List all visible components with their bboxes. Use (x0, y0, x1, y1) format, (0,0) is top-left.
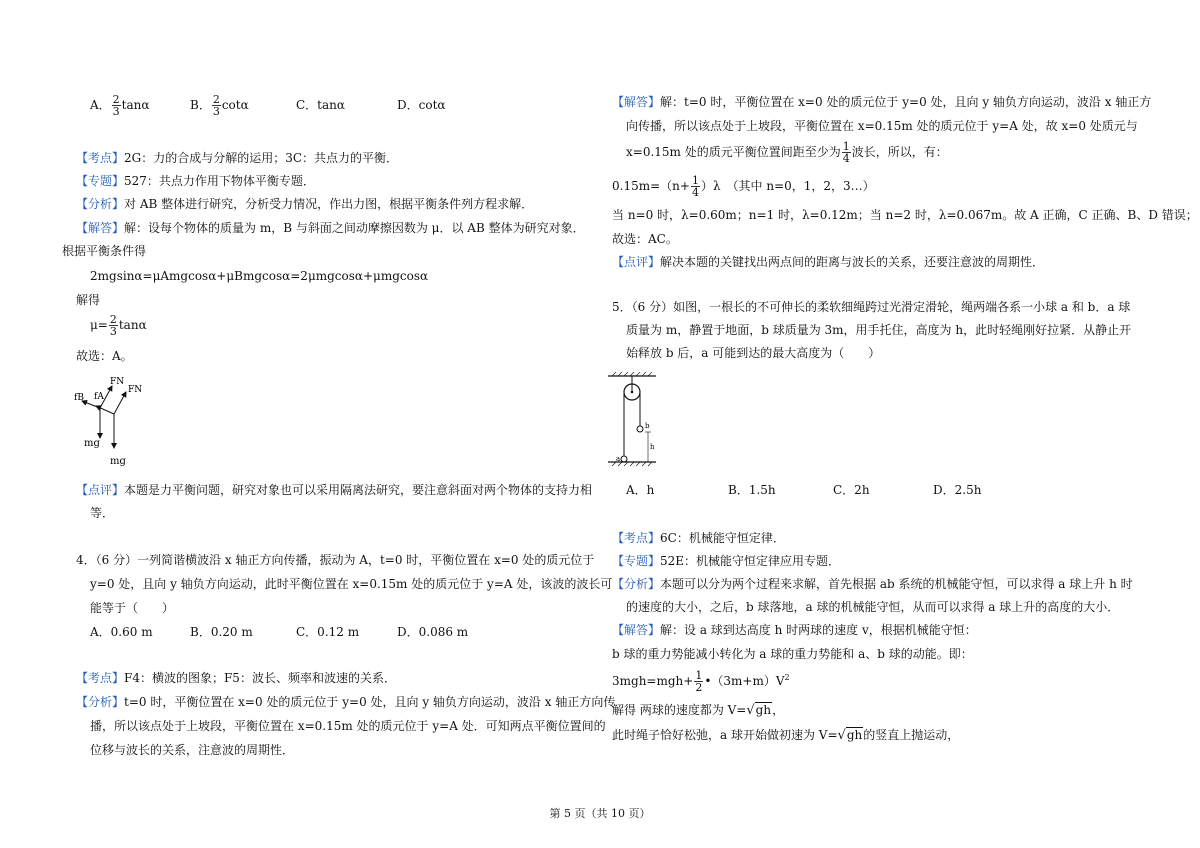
sqrt-gh: gh (755, 703, 772, 717)
energy-line: b 球的重力势能减小转化为 a 球的重力势能和 a、b 球的动能。即： (612, 647, 973, 661)
fraction: $\frac{2}{3}$ (112, 93, 120, 118)
jieda2-line: 【解答】解：设 a 球到达高度 h 时两球的速度 v，根据机械能守恒： (612, 623, 977, 637)
label-fB: fB (74, 393, 84, 403)
jieda-line-2: 向传播，所以该点处于上坡段，平衡位置在 x=0.15m 处的质元位于 y=A 处，故 x=0 处质元与 (626, 119, 1138, 133)
dianping-tag: 【点评】 (76, 483, 125, 497)
q5-stem-2: 质量为 m，静置于地面，b 球质量为 3m，用手托住，高度为 h，此时轻绳刚好拉紧．从静止开 (626, 323, 1132, 337)
dianping-line: 【点评】解决本题的关键找出两点间的距离与波长的关系，还要注意波的周期性． (612, 255, 1045, 269)
q3-option-b: B． $\frac{2}{3}$ cotα (190, 93, 249, 118)
kaodian-tag: 【考点】 (612, 531, 661, 545)
fraction: $\frac{1}{4}$ (842, 140, 850, 165)
velocity-result: 解得 两球的速度都为 V=√gh， (612, 703, 785, 718)
fenxi-line-2: 的速度的大小，之后，b 球落地，a 球的机械能守恒，从而可以求得 a 球上升的高度的大小． (626, 600, 1120, 614)
zhuanti-tag: 【专题】 (76, 174, 125, 188)
q4-fenxi-line-3: 位移与波长的关系，注意波的周期性． (90, 743, 295, 757)
q4-stem-1: 4．（6 分）一列简谐横波沿 x 轴正方向传播，振动为 A，t=0 时，平衡位置在 x=0 处的质元位于 (76, 553, 595, 567)
force-diagram (72, 372, 162, 470)
q5-stem-1: 5．（6 分）如图，一根长的不可伸长的柔软细绳跨过光滑定滑轮，绳两端各系一小球 a 和 b．a 球 (612, 300, 1131, 314)
q5-option-d: D．2.5h (933, 483, 982, 497)
zhuanti-tag: 【专题】 (612, 554, 661, 568)
q5-option-c: C．2h (833, 483, 870, 497)
fraction: $\frac{1}{4}$ (691, 174, 699, 199)
cases-line: 当 n=0 时，λ=0.60m；n=1 时，λ=0.12m；当 n=2 时，λ=0.067m。故 A 正确，C 正确、B、D 错误； (612, 208, 1198, 222)
q5-option-a: A．h (626, 483, 655, 497)
q3-option-d: D．cotα (397, 98, 446, 112)
dianping-line-2: 等． (90, 506, 115, 520)
kaodian-tag: 【考点】 (76, 671, 125, 685)
q4-option-a: A．0.60 m (90, 625, 153, 639)
ball-b (637, 426, 643, 432)
q4-stem-3: 能等于（ ） (90, 601, 175, 615)
page-footer: 第 5 页（共 10 页） (549, 807, 651, 820)
last-line: 此时绳子恰好松弛，a 球开始做初速为 V=√gh的竖直上抛运动， (612, 728, 960, 743)
dianping-line: 【点评】本题是力平衡问题，研究对象也可以采用隔离法研究，要注意斜面对两个物体的支持力相 (76, 483, 593, 497)
label-FN1: FN (110, 377, 125, 387)
jieda-line-3: x=0.15m 处的质元平衡位置间距至少为 $\frac{1}{4}$ 波长，所以，有： (626, 140, 948, 165)
q4-stem-2: y=0 处，且向 y 轴负方向运动，此时平衡位置在 x=0.15m 处的质元位于 y=A 处，该波的波长可 (90, 577, 613, 591)
label-mg1: mg (84, 438, 100, 449)
label-FN2: FN (128, 385, 143, 395)
jieda-tag: 【解答】 (612, 623, 661, 637)
choice-line: 故选：AC。 (612, 232, 678, 246)
jiede-label: 解得 (76, 293, 101, 307)
label-mg2: mg (110, 456, 126, 467)
q4-fenxi-line-2: 播，所以该点处于上坡段，平衡位置在 x=0.15m 处的质元位于 y=A 处．可知两点平衡位置间的 (90, 719, 606, 733)
kaodian-line: 【考点】2G：力的合成与分解的运用；3C：共点力的平衡． (76, 151, 399, 165)
energy-equation: 3mgh=mgh+ $\frac{1}{2}$ $•(3m+m)V^2$ (612, 669, 790, 694)
q4-fenxi-line: 【分析】t=0 时，平衡位置在 x=0 处的质元位于 y=0 处，且向 y 轴负方向运动，波沿 x 轴正方向传 (76, 695, 616, 709)
wavelength-equation: 0.15m=（n+ $\frac{1}{4}$ ）λ （其中 n=0，1，2，3…） (612, 174, 875, 199)
kaodian-tag: 【考点】 (76, 151, 125, 165)
sqrt-gh: gh (846, 728, 863, 742)
jieda-tag: 【解答】 (612, 95, 661, 109)
q5-option-b: B．1.5h (728, 483, 776, 497)
fenxi-line: 【分析】本题可以分为两个过程来求解，首先根据 ab 系统的机械能守恒，可以求得 a 球上升 h 时 (612, 577, 1133, 591)
mu-result: μ= $\frac{2}{3}$ tanα (90, 313, 147, 338)
jieda-line: 【解答】解：设每个物体的质量为 m，B 与斜面之间动摩擦因数为 μ．以 AB 整体为研究对象． (76, 221, 585, 235)
q4-kaodian-line: 【考点】F4：横波的图象；F5：波长、频率和波速的关系． (76, 671, 396, 685)
choice-line: 故选：A。 (76, 349, 133, 363)
dianping-tag: 【点评】 (612, 255, 661, 269)
label-h: h (650, 443, 655, 451)
fenxi-tag: 【分析】 (76, 695, 125, 709)
fraction: $\frac{1}{2}$ (695, 669, 703, 694)
jieda-tag: 【解答】 (76, 221, 125, 235)
equilibrium-equation: 2mgsinα=μAmgcosα+μBmgcosα=2μmgcosα+μmgcosα (90, 269, 429, 283)
ball-a (621, 456, 627, 462)
q5-stem-3: 始释放 b 后，a 可能到达的最大高度为（ ） (626, 346, 881, 360)
label-a: a (616, 455, 621, 463)
fenxi-tag: 【分析】 (76, 197, 125, 211)
zhuanti-line: 【专题】52E：机械能守恒定律应用专题． (612, 554, 841, 568)
q4-option-c: C．0.12 m (296, 625, 360, 639)
q4-option-b: B．0.20 m (190, 625, 253, 639)
q4-option-d: D．0.086 m (397, 625, 469, 639)
kaodian-line: 【考点】6C：机械能守恒定律． (612, 531, 785, 545)
zhuanti-line: 【专题】527：共点力作用下物体平衡专题． (76, 174, 315, 188)
fenxi-tag: 【分析】 (612, 577, 661, 591)
jieda-line: 【解答】解：t=0 时，平衡位置在 x=0 处的质元位于 y=0 处，且向 y 轴负方向运动，波沿 x 轴正方 (612, 95, 1152, 109)
label-b: b (645, 422, 650, 430)
label-fA: fA (94, 392, 104, 402)
fraction: $\frac{2}{3}$ (109, 313, 117, 338)
jieda-line-2: 根据平衡条件得 (62, 244, 147, 258)
fraction: $\frac{2}{3}$ (212, 93, 220, 118)
fenxi-line: 【分析】对 AB 整体进行研究，分析受力情况，作出力图，根据平衡条件列方程求解． (76, 197, 534, 211)
q3-option-a: A． $\frac{2}{3}$ tanα (90, 93, 150, 118)
q3-option-c: C．tanα (296, 98, 345, 112)
pulley-diagram (606, 372, 658, 468)
